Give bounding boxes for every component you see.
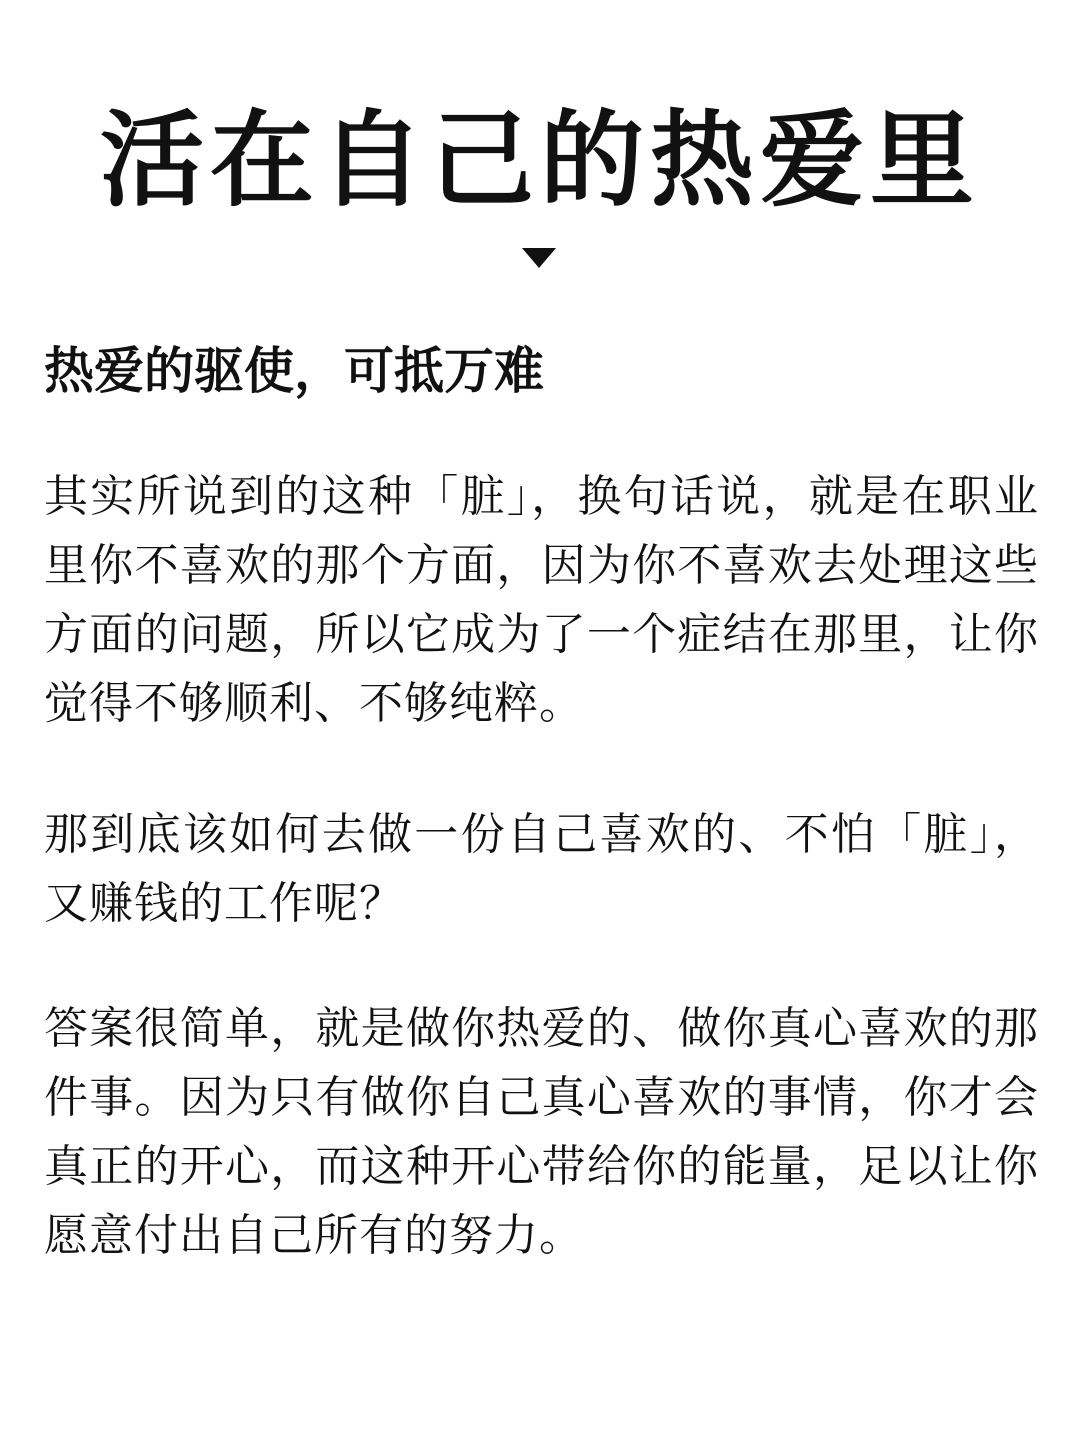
triangle-down-icon [522,248,556,268]
paragraph-3: 答案很简单，就是做你热爱的、做你真心喜欢的那件事。因为只有做你自己真心喜欢的事情，你才会真正的开心，而这种开心带给你的能量，足以让你愿意付出自己所有的努力。 [44,1003,1039,1261]
paragraph-2: 那到底该如何去做一份自己喜欢的、不怕「脏」，又赚钱的工作呢？ [44,809,1039,929]
paragraph-1: 其实所说到的这种「脏」，换句话说，就是在职业里你不喜欢的那个方面，因为你不喜欢去处理这些方面的问题，所以它成为了一个症结在那里，让你觉得不够顺利、不够纯粹。 [44,471,1039,729]
page-title: 活在自己的热爱里 [99,99,980,221]
section-heading: 热爱的驱使，可抵万难 [44,342,544,400]
